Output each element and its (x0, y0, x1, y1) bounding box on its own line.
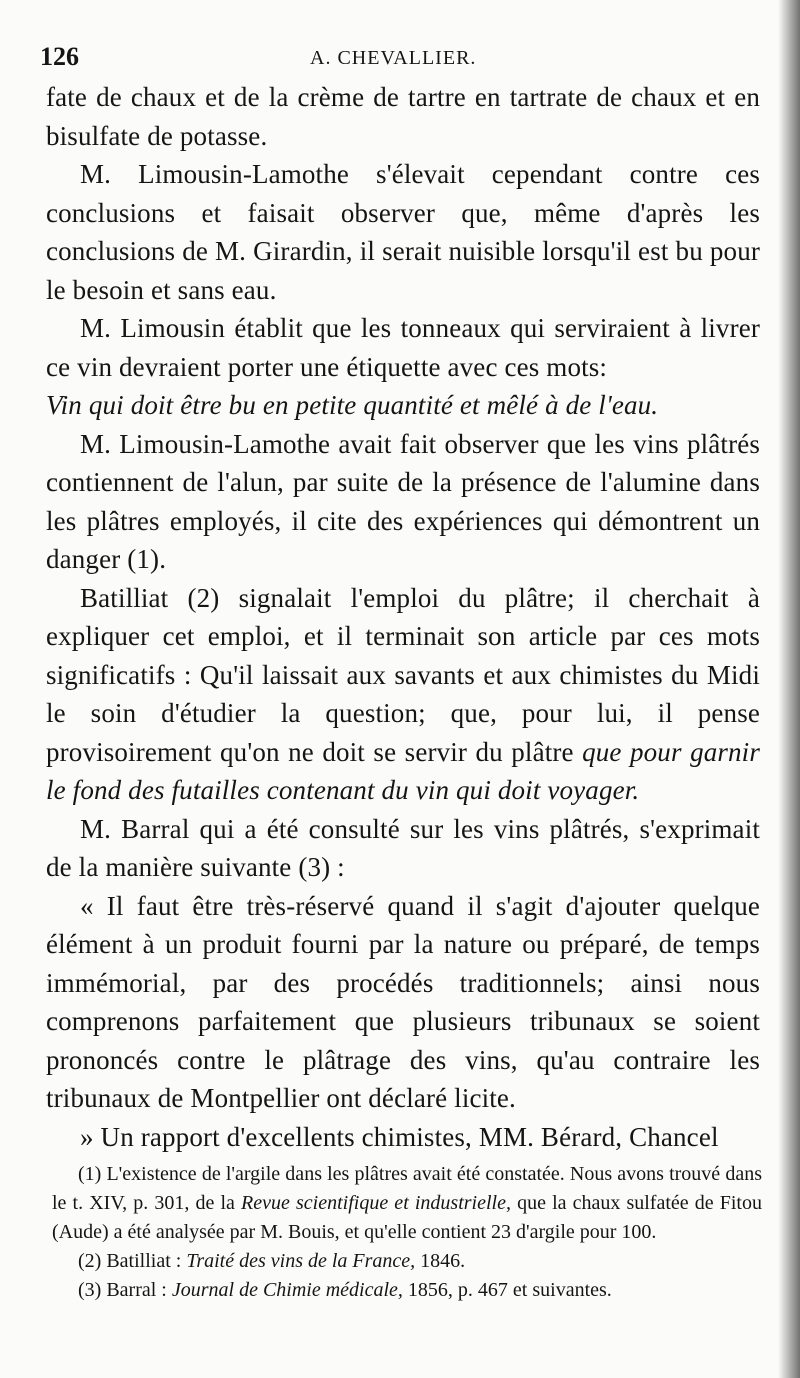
paragraph-5 (46, 579, 760, 810)
paragraph-8: » Un rapport d'excellents chimistes, MM. Bérard, Chancel (80, 1121, 719, 1152)
footnote-1-text: (1) L'existence de l'argile dans les plâtres avait été constatée. Nous avons trouvé dans le t. XIV, p. 301, de la (52, 1163, 762, 1214)
paragraph-2: M. Limousin-Lamothe s'élevait cependant contre ces conclusions et faisait observer que, même d'après les conclusions de M. Girardin, il serait nuisible lorsqu'il est bu pour le besoin et sans eau. (46, 159, 760, 305)
paragraph-7: « Il faut être très-réservé quand il s'agit d'ajouter quelque élément à un produit fourni par la nature ou préparé, de temps immémorial, par des procédés traditionnels; ainsi nous comprenons parfaitement que plusieurs tribunaux se soient prononcés contre le plâtrage des vins, qu'au contraire les tribunaux de Montpellier ont déclaré licite. (46, 890, 760, 1113)
footnote-3-text: (3) Barral : (78, 1279, 172, 1301)
paragraph-1: fate de chaux et de la crème de tartre en tartrate de chaux et en bisulfate de potasse. (46, 82, 760, 151)
paragraph-5-italic: que pour garnir le fond des futailles contenant du vin qui doit voyager. (46, 736, 760, 805)
footnote-2 (52, 1247, 762, 1276)
footnote-2-end: 1846. (415, 1250, 466, 1272)
body-text (46, 78, 760, 1156)
footnote-2-italic: Traité des vins de la France, (186, 1250, 416, 1272)
paragraph-6: M. Barral qui a été consulté sur les vins plâtrés, s'exprimait de la manière suivante (3) : (46, 813, 760, 882)
page-number: 126 (40, 42, 79, 71)
footnote-1-italic: Revue scientifique et industrielle, (241, 1192, 511, 1214)
footnote-1-end: que la chaux sulfatée de Fitou (Aude) a été analysée par M. Bouis, et qu'elle contient 23 d'argile pour 100. (52, 1192, 762, 1243)
paragraph-3-italic: Vin qui doit être bu en petite quantité et mêlé à de l'eau. (46, 390, 659, 420)
footnotes (52, 1160, 762, 1305)
footnote-1 (52, 1160, 762, 1247)
paragraph-3: M. Limousin établit que les tonneaux qui serviraient à livrer ce vin devraient porter une étiquette avec ces mots: (46, 313, 760, 382)
footnote-3 (52, 1276, 762, 1305)
footnote-2-text: (2) Batilliat : (78, 1250, 187, 1272)
paragraph-5-text: Batilliat (2) signalait l'emploi du plâtre; il cherchait à expliquer cet emploi, et il terminait son article par ces mots significatifs : Qu'il laissait aux savants et aux chimistes du Midi le soin d'étudier la question; que, pour lui, il pense provisoirement qu'on ne doit se servir du plâtre (46, 582, 760, 767)
page-header (40, 42, 760, 76)
footnote-3-end: 1856, p. 467 et suivantes. (402, 1279, 612, 1301)
paragraph-4: M. Limousin-Lamothe avait fait observer que les vins plâtrés contiennent de l'alun, par suite de la présence de l'alumine dans les plâtres employés, il cite des expériences qui démontrent un danger (1). (46, 428, 760, 574)
page-edge-shadow (778, 0, 800, 1378)
footnote-3-italic: Journal de Chimie médicale, (171, 1279, 403, 1301)
running-head: A. CHEVALLIER. (310, 47, 477, 69)
